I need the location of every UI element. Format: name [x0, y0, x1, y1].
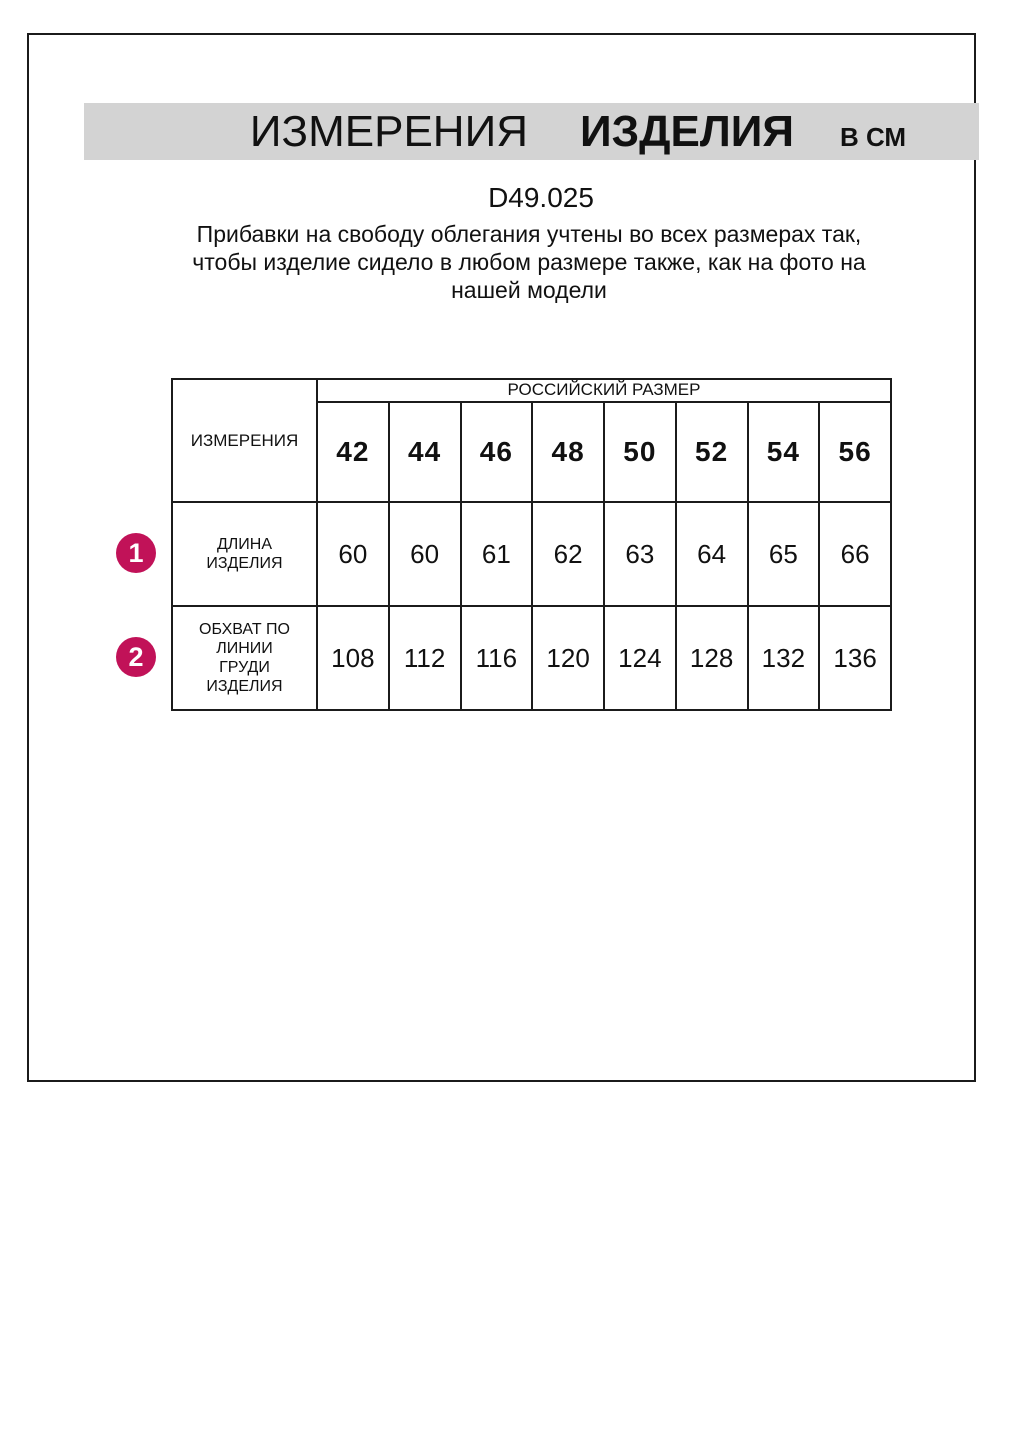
- title-word-product: ИЗДЕЛИЯ: [579, 107, 794, 156]
- row-label-chest: ОБХВАТ ПО ЛИНИИ ГРУДИ ИЗДЕЛИЯ: [172, 606, 317, 710]
- russian-size-header-cell: РОССИЙСКИЙ РАЗМЕР: [317, 379, 891, 402]
- length-value: 60: [389, 502, 461, 606]
- row-label-length: ДЛИНА ИЗДЕЛИЯ: [172, 502, 317, 606]
- chest-value: 120: [532, 606, 604, 710]
- corner-header-cell: ИЗМЕРЕНИЯ: [172, 379, 317, 502]
- row-marker-2-badge: [116, 637, 156, 677]
- size-col-header: 42: [317, 402, 389, 502]
- size-col-header: 46: [461, 402, 533, 502]
- chest-value: 128: [676, 606, 748, 710]
- chest-value: 132: [748, 606, 820, 710]
- chest-value: 116: [461, 606, 533, 710]
- row-marker-1-number: 1: [128, 537, 144, 568]
- page-border-frame: [27, 33, 976, 1082]
- product-code: D49.025: [488, 182, 594, 213]
- length-value: 61: [461, 502, 533, 606]
- table-header-row: [172, 379, 891, 402]
- table-row-chest: [172, 606, 891, 710]
- length-value: 65: [748, 502, 820, 606]
- size-col-header: 54: [748, 402, 820, 502]
- length-value: 64: [676, 502, 748, 606]
- size-col-header: 44: [389, 402, 461, 502]
- length-value: 63: [604, 502, 676, 606]
- size-col-header: 50: [604, 402, 676, 502]
- chest-value: 136: [819, 606, 891, 710]
- length-value: 62: [532, 502, 604, 606]
- size-col-header: 52: [676, 402, 748, 502]
- row-marker-1-badge: [116, 533, 156, 573]
- size-col-header: 56: [819, 402, 891, 502]
- title-units: В СМ: [840, 122, 907, 152]
- title-word-measurements: ИЗМЕРЕНИЯ: [249, 107, 528, 156]
- size-col-header: 48: [532, 402, 604, 502]
- chest-value: 108: [317, 606, 389, 710]
- fit-note: Прибавки на свободу облегания учтены во всех размерах так, чтобы изделие сидело в любом размере также, как на фото на нашей модели: [192, 221, 866, 303]
- table-row-length: [172, 502, 891, 606]
- row-marker-2-number: 2: [128, 641, 144, 672]
- length-value: 60: [317, 502, 389, 606]
- title-bar: [84, 103, 979, 160]
- length-value: 66: [819, 502, 891, 606]
- size-table: [171, 378, 892, 711]
- chest-value: 112: [389, 606, 461, 710]
- chest-value: 124: [604, 606, 676, 710]
